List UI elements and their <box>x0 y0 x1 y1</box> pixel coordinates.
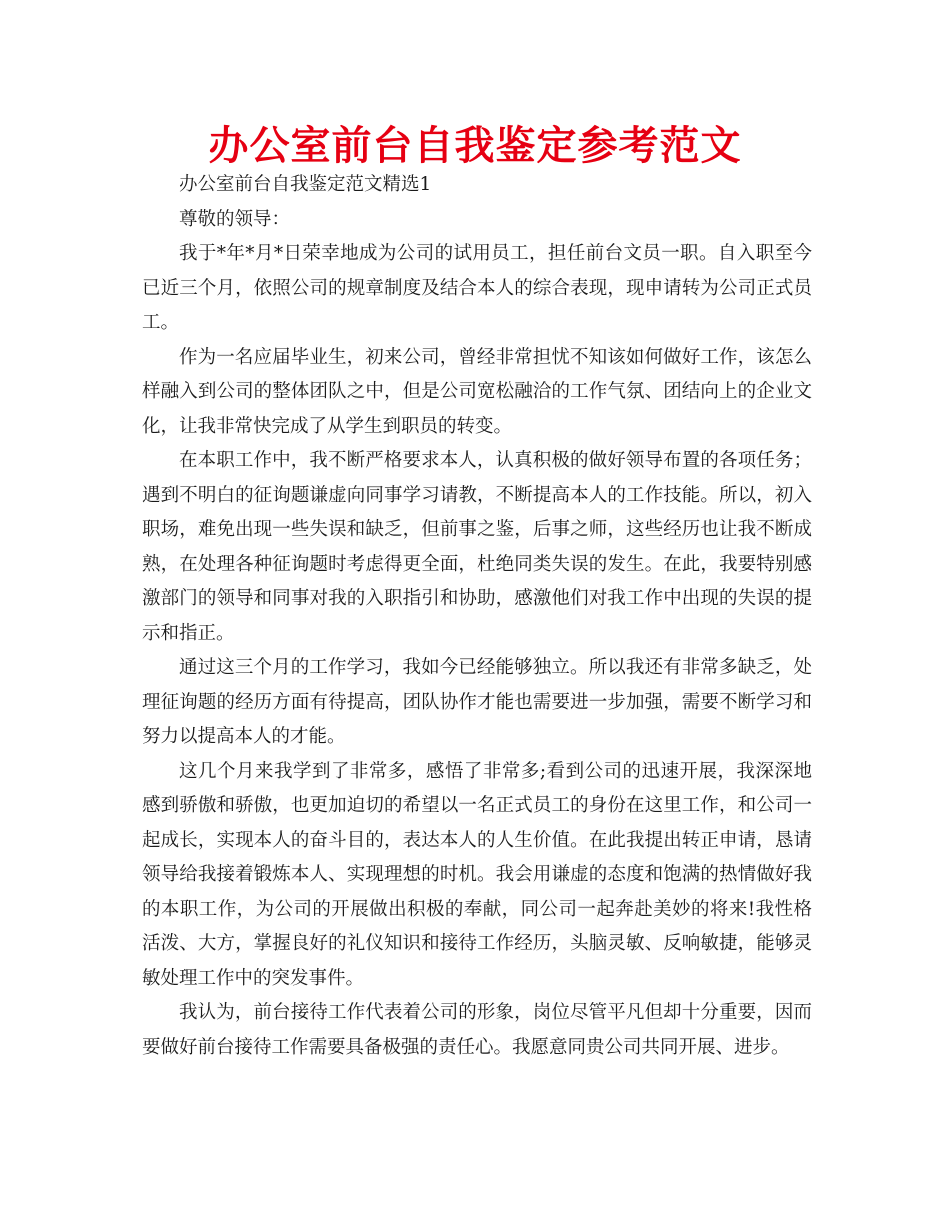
document-title: 办公室前台自我鉴定参考范文 <box>208 123 742 169</box>
document-subtitle: 办公室前台自我鉴定范文精选1 <box>179 174 432 195</box>
paragraph-2: 作为一名应届毕业生，初来公司，曾经非常担忧不知该如何做好工作，该怎么样融入到公司的整体团队之中，但是公司宽松融洽的工作气氛、团结向上的企业文化，让我非常快完成了从学生到职员的转变。 <box>142 346 812 437</box>
document-body <box>142 168 812 1065</box>
salutation: 尊敬的领导： <box>179 208 291 230</box>
paragraph-1: 我于*年*月*日荣幸地成为公司的试用员工，担任前台文员一职。自入职至今已近三个月，依照公司的规章制度及结合本人的综合表现，现申请转为公司正式员工。 <box>142 243 812 333</box>
paragraph-3: 在本职工作中，我不断严格要求本人，认真积极的做好领导布置的各项任务；遇到不明白的征询题谦虚向同事学习请教，不断提高本人的工作技能。所以，初入职场，难免出现一些失误和缺乏，但前事之鉴，后事之师，这些经历也让我不断成熟，在处理各种征询题时考虑得更全面，杜绝同类失误的发生。在此，我要特别感激部门的领导和同事对我的入职指引和协助，感激他们对我工作中出现的失误的提示和指正。 <box>142 450 812 644</box>
paragraph-4: 通过这三个月的工作学习，我如今已经能够独立。所以我还有非常多缺乏，处理征询题的经历方面有待提高，团队协作才能也需要进一步加强，需要不断学习和努力以提高本人的才能。 <box>142 657 812 747</box>
paragraph-5: 这几个月来我学到了非常多，感悟了非常多;看到公司的迅速开展，我深深地感到骄傲和骄傲，也更加迫切的希望以一名正式员工的身份在这里工作，和公司一起成长，实现本人的奋斗目的，表达本人的人生价值。在此我提出转正申请，恳请领导给我接着锻炼本人、实现理想的时机。我会用谦虚的态度和饱满的热情做好我的本职工作，为公司的开展做出积极的奉献，同公司一起奔赴美妙的将来!我性格活泼、大方，掌握良好的礼仪知识和接待工作经历，头脑灵敏、反响敏捷，能够灵敏处理工作中的突发事件。 <box>142 760 812 989</box>
paragraph-6: 我认为，前台接待工作代表着公司的形象，岗位尽管平凡但却十分重要，因而要做好前台接待工作需要具备极强的责任心。我愿意同贵公司共同开展、进步。 <box>142 1002 812 1058</box>
